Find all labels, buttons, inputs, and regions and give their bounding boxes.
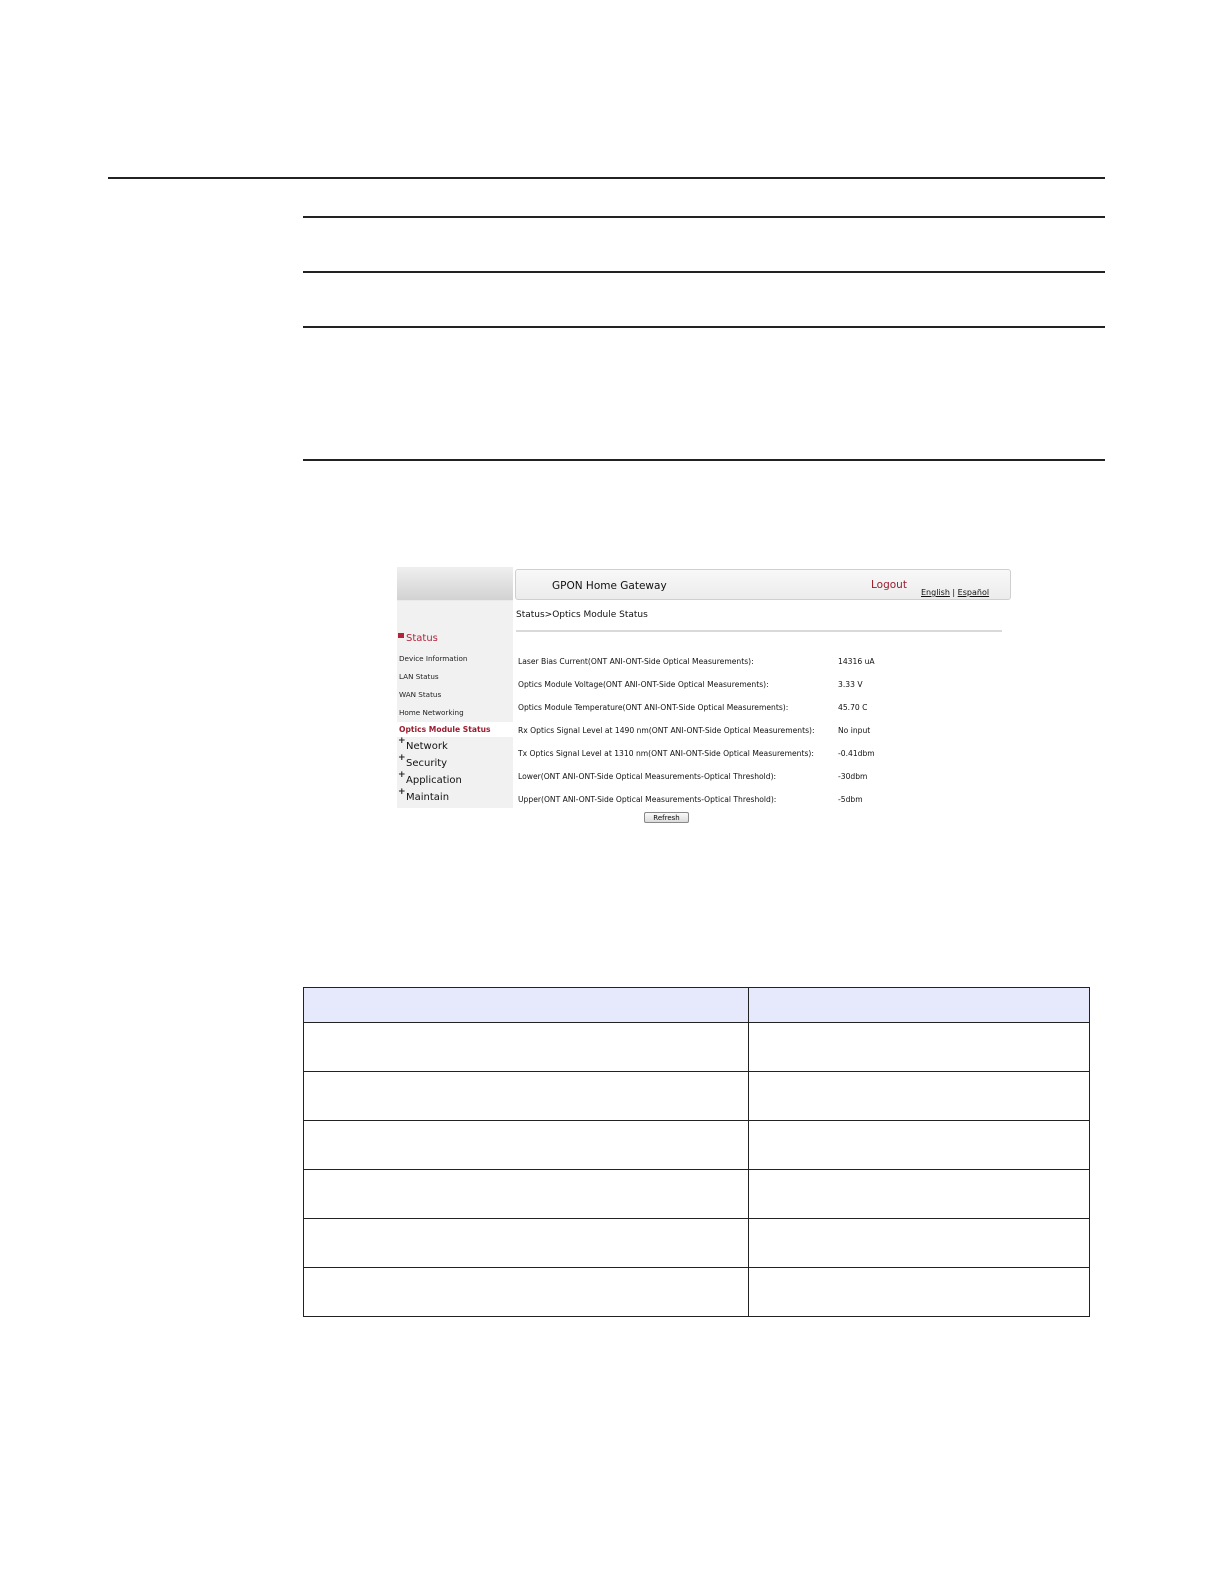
sidebar-group-application[interactable] (398, 775, 462, 786)
logout-link[interactable]: Logout (871, 579, 907, 591)
table-cell (749, 1121, 1090, 1170)
optics-status-screenshot (397, 567, 1013, 829)
table-cell (749, 1023, 1090, 1072)
module-temperature-label: Optics Module Temperature(ONT ANI-ONT-Side Optical Measurements): (518, 703, 789, 712)
table-cell (304, 1268, 749, 1317)
sidebar-group-label: Maintain (406, 792, 450, 803)
table-header-row (304, 988, 1090, 1023)
table-cell (749, 1219, 1090, 1268)
collapse-icon (398, 633, 404, 638)
tx-signal-level-value: -0.41dbm (838, 749, 875, 758)
section-rule (303, 326, 1105, 328)
language-english-link[interactable]: English (921, 588, 950, 597)
sidebar-item-lan-status[interactable]: LAN Status (399, 672, 439, 681)
language-espanol-link[interactable]: Español (957, 588, 990, 597)
section-rule (303, 271, 1105, 273)
sidebar-group-label: Security (406, 758, 448, 769)
upper-threshold-label: Upper(ONT ANI-ONT-Side Optical Measurements-Optical Threshold): (518, 795, 777, 804)
top-rule (108, 177, 1105, 179)
table-row (304, 1219, 1090, 1268)
language-switcher (921, 588, 989, 597)
upper-threshold-value: -5dbm (838, 795, 863, 804)
app-title: GPON Home Gateway (552, 580, 667, 592)
module-temperature-value: 45.70 C (838, 703, 868, 712)
table-cell (749, 1268, 1090, 1317)
lower-threshold-label: Lower(ONT ANI-ONT-Side Optical Measurements-Optical Threshold): (518, 772, 777, 781)
expand-icon (398, 741, 404, 747)
table-header-cell (749, 988, 1090, 1023)
expand-icon (398, 775, 404, 781)
table-header-cell (304, 988, 749, 1023)
sidebar-item-optics-module-status[interactable]: Optics Module Status (397, 722, 513, 737)
sidebar-group-network[interactable] (398, 741, 448, 752)
table-row (304, 1268, 1090, 1317)
table-cell (304, 1121, 749, 1170)
table-row (304, 1121, 1090, 1170)
sidebar-header (397, 567, 513, 600)
table-cell (304, 1023, 749, 1072)
app-header (515, 569, 1011, 600)
table-cell (749, 1072, 1090, 1121)
module-voltage-label: Optics Module Voltage(ONT ANI-ONT-Side Optical Measurements): (518, 680, 769, 689)
divider (516, 630, 1002, 632)
sidebar-group-label: Application (406, 775, 462, 786)
rx-signal-level-label: Rx Optics Signal Level at 1490 nm(ONT ANI-ONT-Side Optical Measurements): (518, 726, 815, 735)
sidebar-item-device-information[interactable]: Device Information (399, 654, 468, 663)
sidebar-group-security[interactable] (398, 758, 447, 769)
table-row (304, 1072, 1090, 1121)
parameter-table (303, 987, 1090, 1317)
expand-icon (398, 758, 404, 764)
laser-bias-current-label: Laser Bias Current(ONT ANI-ONT-Side Optical Measurements): (518, 657, 754, 666)
module-voltage-value: 3.33 V (838, 680, 863, 689)
table-row (304, 1170, 1090, 1219)
sidebar-group-label: Network (406, 741, 448, 752)
rx-signal-level-value: No input (838, 726, 871, 735)
tx-signal-level-label: Tx Optics Signal Level at 1310 nm(ONT ANI-ONT-Side Optical Measurements): (518, 749, 814, 758)
section-rule (303, 216, 1105, 218)
section-rule (303, 459, 1105, 461)
table-cell (304, 1170, 749, 1219)
breadcrumb: Status>Optics Module Status (516, 610, 648, 620)
table-row (304, 1023, 1090, 1072)
lower-threshold-value: -30dbm (838, 772, 868, 781)
sidebar-group-maintain[interactable] (398, 792, 449, 803)
sidebar-group-status[interactable] (398, 633, 438, 644)
refresh-button[interactable]: Refresh (644, 812, 689, 823)
laser-bias-current-value: 14316 uA (838, 657, 875, 666)
expand-icon (398, 792, 404, 798)
sidebar-item-wan-status[interactable]: WAN Status (399, 690, 442, 699)
sidebar (397, 567, 513, 808)
sidebar-item-home-networking[interactable]: Home Networking (399, 708, 464, 717)
sidebar-group-label: Status (406, 633, 438, 644)
table-cell (749, 1170, 1090, 1219)
language-separator: | (949, 588, 958, 597)
table-cell (304, 1072, 749, 1121)
table-cell (304, 1219, 749, 1268)
